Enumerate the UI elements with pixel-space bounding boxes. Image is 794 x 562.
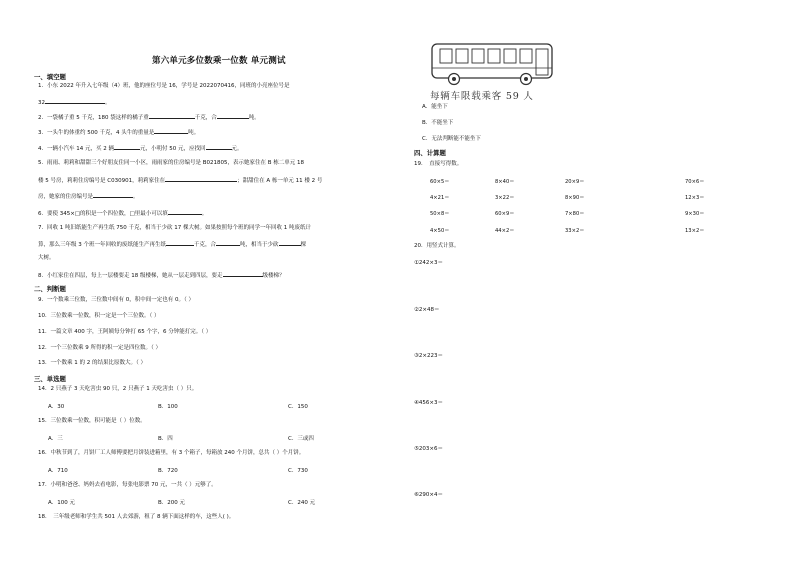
oral-item[interactable]: 70×6＝: [685, 179, 705, 185]
answer-blank[interactable]: [149, 113, 195, 119]
question-13[interactable]: 13．一个数乘 1 的 2 的结果比原数大。（ ）: [38, 360, 146, 366]
section-choice: 三、单选题: [34, 375, 66, 383]
q7-text-b: 算，那么三年级 3 个班一年回收的废纸能生产再生纸: [38, 242, 166, 248]
q5-text-b: 楼 5 号房，莉莉住房编号是 C030901，莉莉家住在: [38, 178, 166, 184]
section-judge: 二、判断题: [34, 285, 66, 293]
answer-blank[interactable]: [154, 128, 188, 134]
question-5: [38, 160, 304, 167]
q5-text-d: 房，她家的住房编号是: [38, 194, 94, 200]
vertical-calc-2[interactable]: ②2×48＝: [414, 307, 440, 313]
q4-text-b: 元，小明付 50 元，应找回: [140, 146, 206, 152]
oral-item[interactable]: 4×21＝: [430, 195, 450, 201]
answer-blank[interactable]: [166, 240, 194, 246]
question-1: [38, 83, 289, 90]
q1-text: 1．小东 2022 年升入七年级（4）班，他的座位号是 16，学号是 2022070416，同班的小亮座位号是: [38, 83, 290, 89]
option-c[interactable]: C．150: [288, 404, 308, 410]
option-b[interactable]: B．100: [158, 404, 178, 410]
oral-item[interactable]: 33×2＝: [565, 228, 585, 234]
option-c[interactable]: C．240 元: [288, 500, 316, 506]
oral-item[interactable]: 8×90＝: [565, 195, 585, 201]
answer-blank[interactable]: [93, 192, 133, 198]
q2-text-c: 吨。: [248, 115, 260, 121]
q1-text-b: 32: [38, 100, 45, 106]
option-a[interactable]: A．三: [48, 436, 63, 442]
option-a[interactable]: A．30: [48, 404, 65, 410]
answer-blank[interactable]: [217, 113, 249, 119]
q7-text-d: 吨，相当于少砍: [240, 242, 279, 248]
question-5-line2: [38, 176, 322, 185]
oral-item[interactable]: 50×8＝: [430, 211, 450, 217]
option-b[interactable]: B．720: [158, 468, 178, 474]
question-20: 20．用竖式计算。: [414, 243, 460, 249]
vertical-calc-5[interactable]: ⑤203×6＝: [414, 446, 444, 452]
q7-text-f: 大树。: [38, 255, 55, 261]
oral-item[interactable]: 3×22＝: [495, 195, 515, 201]
q7-text-c: 千克，合: [194, 242, 217, 248]
bus-caption: 每辆车限载乘客 59 人: [430, 91, 534, 102]
vertical-calc-3[interactable]: ③2×223＝: [414, 353, 444, 359]
oral-calc-grid: [430, 178, 770, 238]
oral-item[interactable]: 60×5＝: [430, 179, 450, 185]
oral-item[interactable]: 13×2＝: [685, 228, 705, 234]
q5-text-c: ；甜甜住在 A 栋一单元 11 楼 2 号: [237, 178, 323, 184]
oral-item[interactable]: 60×9＝: [495, 211, 515, 217]
option-a[interactable]: A．100 元: [48, 500, 76, 506]
vertical-calc-1[interactable]: ①242×3＝: [414, 260, 444, 266]
answer-blank[interactable]: [279, 240, 301, 246]
q5-text-e: 。: [133, 194, 139, 200]
q2-text-b: 千克，合: [194, 115, 217, 121]
q18-option-a[interactable]: A．能坐下: [422, 104, 448, 110]
q4-text: 4．一辆小汽车 14 元，买 2 辆: [38, 146, 114, 152]
q3-text-b: 吨。: [188, 130, 200, 136]
section-calc: 四、计算题: [414, 149, 446, 157]
q2-text: 2．一袋橘子重 5 千克，180 袋这样的橘子重: [38, 115, 149, 121]
q8-text: 8．小红家住在四层，每上一层楼要走 18 级楼梯，她从一层走到四层，要走: [38, 273, 223, 279]
question-11[interactable]: 11．一篇文章 400 字，王阿姨每分钟打 65 个字，6 分钟能打完。（ ）: [38, 329, 212, 335]
question-3: [38, 128, 199, 137]
option-a[interactable]: A．710: [48, 468, 68, 474]
question-12[interactable]: 12．一个三位数乘 9 所得的积一定是四位数。（ ）: [38, 345, 161, 351]
question-2: [38, 113, 260, 122]
oral-item[interactable]: 8×40＝: [495, 179, 515, 185]
question-19: 19． 直接写得数。: [414, 161, 463, 167]
q6-text: 6．要使 345×□的积是一个四位数，□里最小可以填: [38, 211, 168, 217]
answer-blank[interactable]: [165, 176, 237, 182]
question-7-line2: [38, 240, 306, 249]
answer-blank[interactable]: [168, 209, 202, 215]
answer-blank[interactable]: [216, 240, 240, 246]
q8-text-b: 级楼梯？: [262, 273, 285, 279]
question-7: [38, 225, 311, 232]
vertical-calc-4[interactable]: ④456×3＝: [414, 400, 444, 406]
oral-item[interactable]: 12×3＝: [685, 195, 705, 201]
option-b[interactable]: B．四: [158, 436, 173, 442]
vertical-calc-6[interactable]: ⑥290×4＝: [414, 492, 444, 498]
option-c[interactable]: C．三或四: [288, 436, 314, 442]
question-8: [38, 271, 285, 280]
bus-icon: [430, 38, 556, 88]
answer-blank[interactable]: [223, 271, 263, 277]
question-14: 14．2 只燕子 3 天吃害虫 90 只，2 只燕子 1 天吃害虫（ ）只。: [38, 386, 198, 392]
q18-option-c[interactable]: C．无法判断能不能坐下: [422, 136, 481, 142]
question-16: 16．中秋节到了，月饼厂工人师傅要把月饼装进箱里，有 3 个箱子，每箱放 240 个月饼，总共（ ）个月饼。: [38, 450, 305, 456]
question-10[interactable]: 10．三位数乘一位数，积一定是一个三位数。（ ）: [38, 313, 160, 319]
option-c[interactable]: C．730: [288, 468, 308, 474]
section-fill: 一、填空题: [34, 73, 66, 81]
q7-text: 7．回收 1 吨旧纸能生产再生纸 750 千克，相当于少砍 17 棵大树。如果按照每个班的同学一年回收 1 吨废纸计: [38, 225, 311, 231]
q6-text-b: 。: [201, 211, 208, 217]
question-6: [38, 209, 207, 218]
oral-item[interactable]: 7×80＝: [565, 211, 585, 217]
oral-item[interactable]: 9×30＝: [685, 211, 705, 217]
question-1-cont: [38, 98, 111, 107]
q18-option-b[interactable]: B．不能坐下: [422, 120, 454, 126]
question-17: 17．小明和爸爸、妈妈去看电影，每张电影票 70 元，一共（ ）元够了。: [38, 482, 217, 488]
q7-text-e: 棵: [300, 242, 307, 248]
oral-item[interactable]: 44×2＝: [495, 228, 515, 234]
q1-text-c: 。: [105, 100, 111, 106]
option-b[interactable]: B．200 元: [158, 500, 186, 506]
oral-item[interactable]: 20×9＝: [565, 179, 585, 185]
oral-item[interactable]: 4×50＝: [430, 228, 450, 234]
answer-blank[interactable]: [114, 144, 140, 150]
page-title: 第六单元多位数乘一位数 单元测试: [152, 56, 286, 66]
question-7-line3: [38, 255, 55, 262]
q5-text: 5．雨雨、莉莉和甜甜三个好朋友住同一小区，雨雨家的住房编号是 B021805，表示她家住在 B 栋二单元 18: [38, 160, 305, 166]
q3-text: 3．一头牛的体重约 500 千克，4 头牛的重量是: [38, 130, 155, 136]
question-15: 15．三位数乘一位数，积可能是（ ）位数。: [38, 418, 146, 424]
question-18: 18． 三年级老师和学生共 501 人去郊游，租了 8 辆下面这样的车，这些人( )。: [38, 514, 235, 520]
question-5-line3: [38, 192, 139, 201]
answer-blank[interactable]: [206, 144, 232, 150]
question-4: [38, 144, 243, 153]
q4-text-c: 元。: [231, 146, 243, 152]
question-9[interactable]: 9．一个数乘三位数，三位数中间有 0，积中间一定也有 0。（ ）: [38, 297, 194, 303]
answer-blank[interactable]: [45, 98, 105, 104]
